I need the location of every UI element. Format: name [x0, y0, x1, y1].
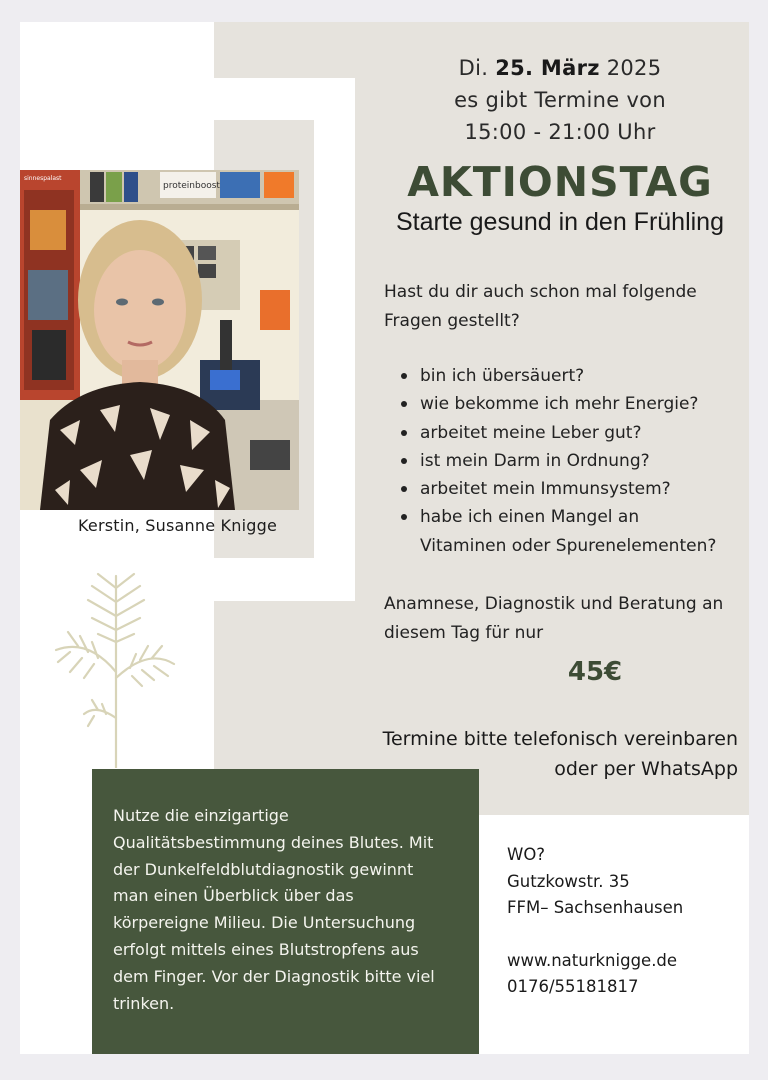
- list-item: arbeitet mein Immunsystem?: [398, 475, 748, 503]
- info-line: dem Finger. Vor der Diagnostik bitte viel: [113, 966, 435, 986]
- info-line: trinken.: [113, 993, 175, 1013]
- portrait-photo: [20, 170, 299, 510]
- photo-poster-text: sinnespalast: [24, 175, 62, 182]
- page-subtitle: Starte gesund in den Frühling: [396, 208, 724, 236]
- price: 45€: [567, 657, 623, 687]
- info-box-text: [113, 803, 473, 1017]
- portrait-illustration: [20, 170, 299, 510]
- list-item: bin ich übersäuert?: [398, 362, 748, 390]
- info-line: der Dunkelfeldblutdiagnostik gewinnt: [113, 859, 414, 879]
- location-block: [507, 842, 737, 1001]
- event-line2: es gibt Termine von: [454, 88, 666, 112]
- info-line: man einen Überblick über das: [113, 886, 354, 906]
- location-city: FFM– Sachsenhausen: [507, 898, 684, 917]
- date-year: 2025: [606, 56, 662, 80]
- phone-number[interactable]: 0176/55181817: [507, 977, 639, 996]
- fern-branch-icon: [48, 568, 178, 768]
- photo-sign-text: proteinboost: [163, 181, 220, 191]
- info-line: Nutze die einzigartige: [113, 806, 289, 825]
- page-title: AKTIONSTAG: [407, 158, 713, 206]
- appointment-line2: oder per WhatsApp: [554, 758, 738, 780]
- info-line: erfolgt mittels eines Blutstropfens aus: [113, 939, 419, 959]
- date-day-month: 25. März: [495, 56, 600, 80]
- event-date-block: [420, 52, 700, 148]
- list-item: wie bekomme ich mehr Energie?: [398, 390, 748, 418]
- questions-intro: [384, 278, 744, 336]
- list-item: arbeitet meine Leber gut?: [398, 419, 748, 447]
- questions-list: [398, 362, 748, 560]
- date-prefix: Di.: [458, 56, 489, 80]
- appointment-line1: Termine bitte telefonisch vereinbaren: [382, 728, 738, 750]
- offer-text: [384, 590, 748, 648]
- info-line: körpereigne Milieu. Die Untersuchung: [113, 913, 416, 933]
- questions-intro-line2: Fragen gestellt?: [384, 311, 520, 331]
- list-item-line2: Vitaminen oder Spurenelementen?: [420, 535, 717, 556]
- offer-line1: Anamnese, Diagnostik und Beratung an: [384, 594, 724, 614]
- questions-intro-line1: Hast du dir auch schon mal folgende: [384, 282, 697, 302]
- location-street: Gutzkowstr. 35: [507, 871, 630, 891]
- photo-caption: Kerstin, Susanne Knigge: [78, 516, 277, 535]
- event-date: [420, 52, 700, 84]
- location-heading: WO?: [507, 845, 546, 864]
- info-line: Qualitätsbestimmung deines Blutes. Mit: [113, 832, 434, 852]
- list-item: [398, 503, 748, 560]
- offer-line2: diesem Tag für nur: [384, 623, 544, 643]
- event-time: 15:00 - 21:00 Uhr: [464, 120, 656, 144]
- website-link[interactable]: www.naturknigge.de: [507, 950, 678, 970]
- list-item: ist mein Darm in Ordnung?: [398, 447, 748, 475]
- list-item-line1: habe ich einen Mangel an: [420, 507, 640, 528]
